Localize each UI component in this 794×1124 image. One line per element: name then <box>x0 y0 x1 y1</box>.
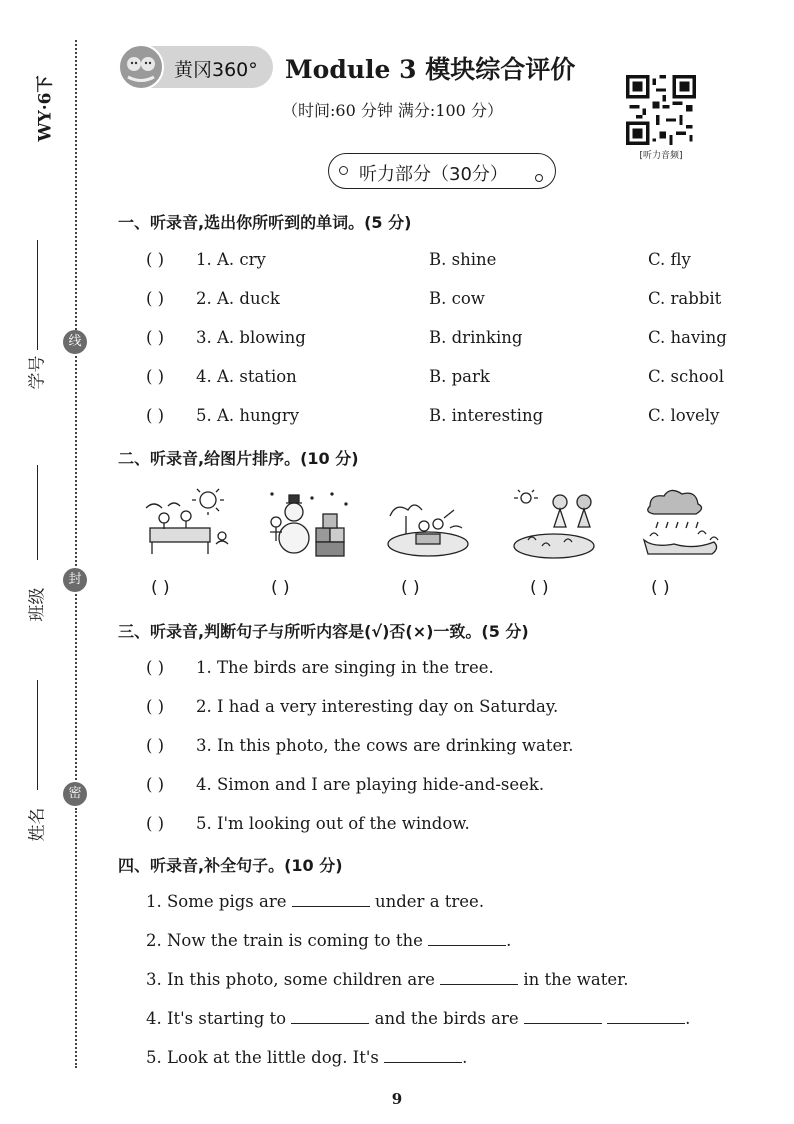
boat-lake-picture <box>380 488 472 560</box>
seal-secret-marker: 密 <box>63 782 87 806</box>
answer-paren[interactable]: ( ) <box>146 406 165 425</box>
option-a: 3. A. blowing <box>196 328 306 347</box>
answer-paren[interactable]: ( ) <box>146 328 165 347</box>
section3-title: 三、听录音,判断句子与所听内容是(√)否(×)一致。(5 分) <box>118 622 529 641</box>
sentence-text: 4. It's starting to <box>146 1009 292 1028</box>
option-b: B. shine <box>429 250 497 269</box>
sentence-text: 3. In this photo, some children are <box>146 970 441 989</box>
page-number: 9 <box>391 1090 403 1108</box>
option-a: 5. A. hungry <box>196 406 300 425</box>
picture-order-paren[interactable]: ( ) <box>401 578 420 598</box>
picture-order-paren[interactable]: ( ) <box>530 578 549 598</box>
answer-blank[interactable] <box>292 892 370 907</box>
binding-dotted-line <box>75 808 77 1068</box>
sentence-text: . <box>506 931 512 950</box>
statement: 4. Simon and I are playing hide-and-seek. <box>196 775 545 794</box>
page-title: Module 3 模块综合评价 <box>285 55 576 84</box>
option-b: B. drinking <box>429 328 523 347</box>
option-a: 1. A. cry <box>196 250 266 269</box>
section4-title: 四、听录音,补全句子。(10 分) <box>118 856 343 875</box>
answer-paren[interactable]: ( ) <box>146 736 165 755</box>
sentence-text: in the water. <box>518 970 629 989</box>
statement: 1. The birds are singing in the tree. <box>196 658 494 677</box>
option-a: 4. A. station <box>196 367 297 386</box>
answer-blank[interactable] <box>440 970 518 985</box>
sentence-text: . <box>462 1048 468 1067</box>
series-label: WY·6下 <box>35 75 56 142</box>
answer-paren[interactable]: ( ) <box>146 814 165 833</box>
student-no-line <box>37 240 38 350</box>
girls-ducks-picture <box>508 488 600 560</box>
student-no-label: 学号 <box>27 355 48 390</box>
sentence-text: under a tree. <box>369 892 485 911</box>
part-banner-label: 听力部分（30分） <box>359 164 508 185</box>
option-c: C. having <box>648 328 727 347</box>
name-line <box>37 680 38 790</box>
brand-logo-icon <box>118 44 164 90</box>
fill-sentence <box>146 892 484 911</box>
class-line <box>37 465 38 560</box>
snowman-picture <box>262 488 354 560</box>
listening-part-banner <box>328 153 556 189</box>
fill-sentence <box>146 1048 467 1067</box>
answer-blank[interactable] <box>607 1009 685 1024</box>
sentence-text: 1. Some pigs are <box>146 892 292 911</box>
option-c: C. lovely <box>648 406 720 425</box>
brand-badge <box>118 46 273 88</box>
answer-paren[interactable]: ( ) <box>146 250 165 269</box>
section1-title: 一、听录音,选出你所听到的单词。(5 分) <box>118 213 412 232</box>
picture-order-paren[interactable]: ( ) <box>151 578 170 598</box>
circle-decoration-icon <box>339 166 348 175</box>
brand-text: 黄冈360° <box>174 59 258 81</box>
binding-dotted-line <box>75 356 77 566</box>
option-b: B. cow <box>429 289 485 308</box>
option-c: C. rabbit <box>648 289 722 308</box>
qr-caption: [听力音频] <box>639 151 683 161</box>
sentence-text: 2. Now the train is coming to the <box>146 931 429 950</box>
answer-paren[interactable]: ( ) <box>146 367 165 386</box>
sentence-text: 5. Look at the little dog. It's <box>146 1048 385 1067</box>
option-c: C. fly <box>648 250 691 269</box>
rain-ducks-picture <box>636 488 728 560</box>
fill-sentence <box>146 970 628 989</box>
option-a: 2. A. duck <box>196 289 280 308</box>
answer-blank[interactable] <box>428 931 506 946</box>
answer-blank[interactable] <box>291 1009 369 1024</box>
statement: 2. I had a very interesting day on Saturday. <box>196 697 559 716</box>
binding-dotted-line <box>75 40 77 330</box>
answer-blank[interactable] <box>384 1048 462 1063</box>
fill-sentence <box>146 931 511 950</box>
name-label: 姓名 <box>27 807 48 842</box>
answer-paren[interactable]: ( ) <box>146 289 165 308</box>
option-b: B. interesting <box>429 406 544 425</box>
qr-code-icon[interactable] <box>626 75 696 145</box>
class-label: 班级 <box>27 587 48 622</box>
seal-seal-marker: 封 <box>63 568 87 592</box>
time-score-info: （时间:60 分钟 满分:100 分） <box>282 101 503 120</box>
seal-line-marker: 线 <box>63 330 87 354</box>
answer-paren[interactable]: ( ) <box>146 697 165 716</box>
sentence-text: and the birds are <box>369 1009 524 1028</box>
statement: 3. In this photo, the cows are drinking water. <box>196 736 574 755</box>
binding-dotted-line <box>75 594 77 780</box>
circle-decoration-icon <box>535 174 543 182</box>
option-b: B. park <box>429 367 490 386</box>
answer-blank[interactable] <box>524 1009 602 1024</box>
option-c: C. school <box>648 367 725 386</box>
sentence-text: . <box>685 1009 691 1028</box>
fill-sentence <box>146 1009 690 1028</box>
picture-order-paren[interactable]: ( ) <box>651 578 670 598</box>
statement: 5. I'm looking out of the window. <box>196 814 470 833</box>
answer-paren[interactable]: ( ) <box>146 658 165 677</box>
picture-order-paren[interactable]: ( ) <box>271 578 290 598</box>
picnic-sun-picture <box>142 488 234 560</box>
answer-paren[interactable]: ( ) <box>146 775 165 794</box>
section2-title: 二、听录音,给图片排序。(10 分) <box>118 449 359 468</box>
